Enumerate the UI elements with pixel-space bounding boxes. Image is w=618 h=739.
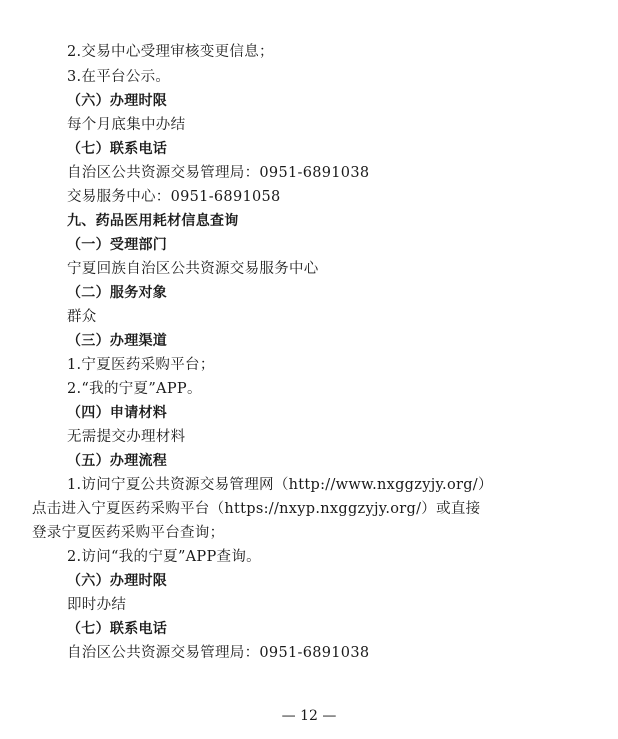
process-line-1-cont-2: 登录宁夏医药采购平台查询； [32,525,225,541]
section-heading-channels: （三）办理渠道 [67,333,168,349]
section-heading-materials: （四）申请材料 [67,405,168,421]
step-3-line: 3.在平台公示。 [67,69,171,85]
section-heading-department: （一）受理部门 [67,237,168,253]
materials-text: 无需提交办理材料 [67,429,186,445]
section-heading-contact: （七）联系电话 [67,141,168,157]
section-heading-contact-2: （七）联系电话 [67,621,168,637]
channel-line-2: 2.“我的宁夏”APP。 [67,381,202,397]
section-heading-audience: （二）服务对象 [67,285,168,301]
time-limit-text-2: 即时办结 [67,597,127,613]
contact-line-center: 交易服务中心：0951-6891058 [67,189,281,205]
chapter-heading-nine: 九、药品医用耗材信息查询 [67,213,239,229]
process-line-1: 1.访问宁夏公共资源交易管理网（http://www.nxggzyjy.org/） [67,477,493,493]
section-heading-time-limit-2: （六）办理时限 [67,573,168,589]
time-limit-text: 每个月底集中办结 [67,117,186,133]
step-2-line: 2.交易中心受理审核变更信息； [67,44,274,60]
process-line-1-cont: 点击进入宁夏医药采购平台（https://nxyp.nxggzyjy.org/）或直接 [32,501,481,517]
section-heading-time-limit: （六）办理时限 [67,93,168,109]
contact-line-bureau-2: 自治区公共资源交易管理局：0951-6891038 [67,645,370,661]
department-text: 宁夏回族自治区公共资源交易服务中心 [67,261,319,277]
process-line-2: 2.访问“我的宁夏”APP查询。 [67,549,261,565]
contact-line-bureau: 自治区公共资源交易管理局：0951-6891038 [67,165,370,181]
page-number: — 12 — [281,708,337,724]
audience-text: 群众 [67,309,97,325]
channel-line-1: 1.宁夏医药采购平台； [67,357,215,373]
section-heading-process: （五）办理流程 [67,453,168,469]
